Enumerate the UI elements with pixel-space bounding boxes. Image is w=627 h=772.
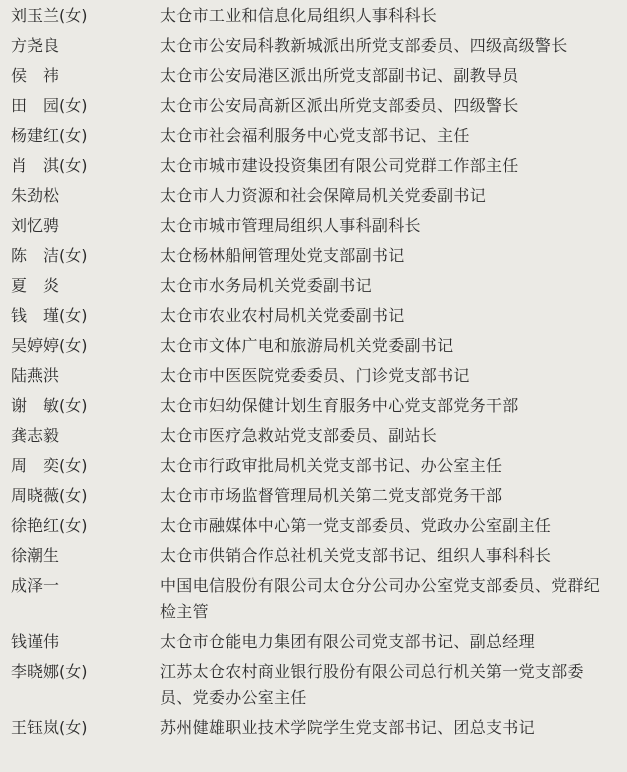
person-name: 成泽一 — [11, 576, 60, 595]
list-row — [0, 573, 627, 625]
list-row — [0, 363, 627, 389]
person-position: 太仓市市场监督管理局机关第二党支部党务干部 — [160, 486, 503, 505]
person-name: 周晓薇(女) — [11, 486, 88, 505]
list-row — [0, 393, 627, 419]
person-position: 太仓市文体广电和旅游局机关党委副书记 — [160, 336, 454, 355]
person-position: 江苏太仓农村商业银行股份有限公司总行机关第一党支部委员、党委办公室主任 — [160, 662, 584, 707]
list-row — [0, 273, 627, 299]
person-name: 谢 敏(女) — [11, 396, 88, 415]
person-position: 太仓市行政审批局机关党支部书记、办公室主任 — [160, 456, 503, 475]
person-position: 太仓市水务局机关党委副书记 — [160, 276, 372, 295]
person-position: 太仓市妇幼保健计划生育服务中心党支部党务干部 — [160, 396, 519, 415]
list-row — [0, 93, 627, 119]
person-name: 陈 洁(女) — [11, 246, 88, 265]
person-position: 中国电信股份有限公司太仓分公司办公室党支部委员、党群纪检主管 — [160, 576, 601, 621]
list-row — [0, 423, 627, 449]
person-position: 太仓市人力资源和社会保障局机关党委副书记 — [160, 186, 487, 205]
person-name: 龚志毅 — [11, 426, 60, 445]
person-name: 夏 炎 — [11, 276, 60, 295]
list-row — [0, 33, 627, 59]
person-position: 太仓市工业和信息化局组织人事科科长 — [160, 6, 438, 25]
person-position: 苏州健雄职业技术学院学生党支部书记、团总支书记 — [160, 718, 535, 737]
person-name: 杨建红(女) — [11, 126, 88, 145]
list-row — [0, 333, 627, 359]
person-name: 朱劲松 — [11, 186, 60, 205]
person-name: 刘玉兰(女) — [11, 6, 88, 25]
person-name: 李晓娜(女) — [11, 662, 88, 681]
list-row — [0, 3, 627, 29]
list-row — [0, 715, 627, 741]
list-row — [0, 453, 627, 479]
person-position: 太仓市中医医院党委委员、门诊党支部书记 — [160, 366, 470, 385]
list-row — [0, 123, 627, 149]
list-row — [0, 213, 627, 239]
person-position: 太仓市农业农村局机关党委副书记 — [160, 306, 405, 325]
person-position: 太仓市社会福利服务中心党支部书记、主任 — [160, 126, 470, 145]
person-position: 太仓市城市建设投资集团有限公司党群工作部主任 — [160, 156, 519, 175]
person-name: 王钰岚(女) — [11, 718, 88, 737]
list-row — [0, 303, 627, 329]
list-row — [0, 243, 627, 269]
person-name: 陆燕洪 — [11, 366, 60, 385]
person-position: 太仓市公安局港区派出所党支部副书记、副教导员 — [160, 66, 519, 85]
list-row — [0, 543, 627, 569]
person-position: 太仓市供销合作总社机关党支部书记、组织人事科科长 — [160, 546, 552, 565]
list-row — [0, 153, 627, 179]
person-name: 徐潮生 — [11, 546, 60, 565]
list-row — [0, 513, 627, 539]
list-row — [0, 483, 627, 509]
person-position: 太仓市城市管理局组织人事科副科长 — [160, 216, 421, 235]
person-name: 钱 瑾(女) — [11, 306, 88, 325]
person-position: 太仓市融媒体中心第一党支部委员、党政办公室副主任 — [160, 516, 552, 535]
person-name: 田 园(女) — [11, 96, 88, 115]
list-row — [0, 183, 627, 209]
list-row — [0, 659, 627, 711]
person-name: 钱谨伟 — [11, 632, 60, 651]
person-name: 侯 祎 — [11, 66, 60, 85]
person-name: 方尧良 — [11, 36, 60, 55]
person-name: 徐艳红(女) — [11, 516, 88, 535]
person-name: 吴婷婷(女) — [11, 336, 88, 355]
person-position: 太仓杨林船闸管理处党支部副书记 — [160, 246, 405, 265]
list-row — [0, 63, 627, 89]
person-name: 刘忆骋 — [11, 216, 60, 235]
person-name: 肖 淇(女) — [11, 156, 88, 175]
person-position: 太仓市公安局科教新城派出所党支部委员、四级高级警长 — [160, 36, 568, 55]
person-position: 太仓市仓能电力集团有限公司党支部书记、副总经理 — [160, 632, 535, 651]
person-name: 周 奕(女) — [11, 456, 88, 475]
person-position: 太仓市公安局高新区派出所党支部委员、四级警长 — [160, 96, 519, 115]
list-row — [0, 629, 627, 655]
person-position: 太仓市医疗急救站党支部委员、副站长 — [160, 426, 438, 445]
